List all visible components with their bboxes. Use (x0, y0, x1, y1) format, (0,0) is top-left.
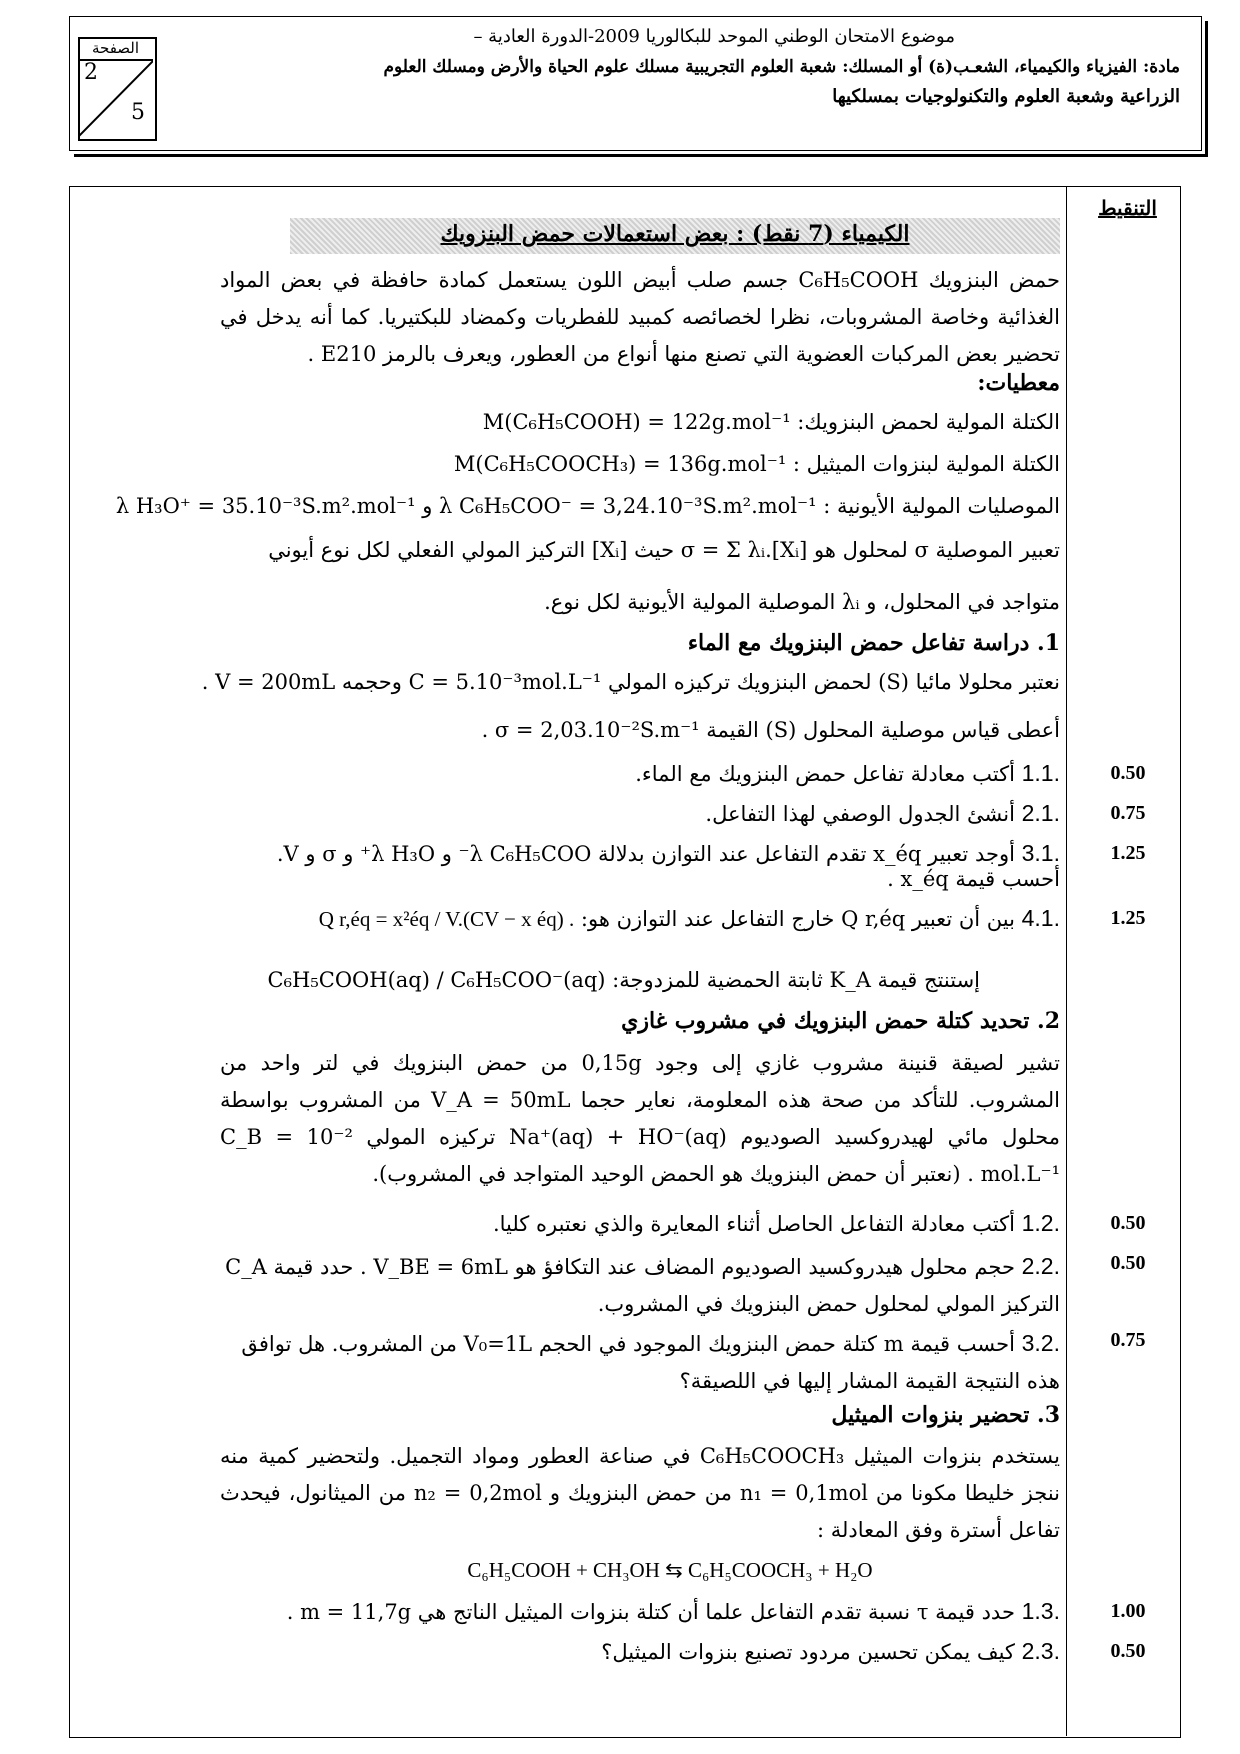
section-title: الكيمياء (7 نقط) : بعض استعمالات حمض البنزويك (440, 221, 910, 247)
question-2-3 (220, 1638, 1060, 1665)
question-text: أحسب قيمة m كتلة حمض البنزويك الموجود في الحجم V₀=1L من المشروب. هل توافق هذه النتيجة القيمة المشار إليها في اللصيقة؟ (241, 1332, 1060, 1393)
part3-text: يستخدم بنزوات الميثيل C₆H₅COOCH₃ في صناعة العطور ومواد التجميل. ولتحضير كمية منه ننجز خليطا مكونا من n₁ = 0,1mol من حمض البنزويك و n₂ = 0,2mol من الميثانول، فيحدث تفاعل أسترة وفق المعادلة : (220, 1444, 1061, 1542)
points: 1.25 (1110, 907, 1146, 929)
question-text: أوجد تعبير x_éq تقدم التفاعل عند التوازن بدلالة λ C₆H₅COO⁻ و λ H₃O⁺ و σ و V. أحسب قيمة x_éq . (276, 842, 1060, 891)
part2-text: تشير لصيقة قنينة مشروب غازي إلى وجود 0,15g من حمض البنزويك في لتر واحد من المشروب. للتأكد من صحة هذه المعلومة، نعاير حجما V_A = 50mL من المشروب بواسطة محلول مائي لهيدروكسيد الصوديوم Na⁺(aq) + HO⁻(aq) تركيزه المولي C_B = 10⁻² mol.L⁻¹ . (نعتبر أن حمض البنزويك هو الحمض الوحيد المتواجد في المشروب). (220, 1051, 1060, 1186)
data-molar-benzoic: الكتلة المولية لحمض البنزويك: M(C₆H₅COOH) = 122g.mol⁻¹ (482, 410, 1060, 434)
esterification-equation: C₆H₅COOH + CH₃OH ⇆ C₆H₅COOCH₃ + H₂O (467, 1558, 873, 1582)
question-text: أنشئ الجدول الوصفي لهذا التفاعل. (705, 802, 1015, 826)
question-number: 1.1. (1021, 760, 1060, 786)
question-1-3 (220, 1598, 1060, 1625)
question-text: أكتب معادلة تفاعل حمض البنزويك مع الماء. (635, 762, 1015, 786)
header-line-3: الزراعية وشعبة العلوم والتكنولوجيات بمسلكيها (832, 86, 1180, 107)
points: 0.50 (1110, 1252, 1146, 1274)
page-total: 5 (131, 100, 145, 125)
data-molar-methyl: الكتلة المولية لبنزوات الميثيل : M(C₆H₅COOCH₃) = 136g.mol⁻¹ (453, 452, 1060, 476)
question-3-1 (220, 840, 1060, 891)
header-text (180, 22, 1180, 112)
part1-text1: نعتبر محلولا مائيا (S) لحمض البنزويك تركيزه المولي C = 5.10⁻³mol.L⁻¹ وحجمه V = 200mL . (201, 670, 1060, 694)
points: 1.25 (1110, 842, 1146, 864)
points: 0.50 (1110, 762, 1146, 784)
question-number: 3.1. (1021, 840, 1060, 866)
part1-text2: أعطى قياس موصلية المحلول (S) القيمة σ = 2,03.10⁻²S.m⁻¹ . (481, 718, 1060, 742)
points: 1.00 (1110, 1600, 1146, 1622)
page-current: 2 (84, 60, 98, 85)
points-column-divider (1066, 186, 1067, 1736)
question-formula: Q r,éq = x²éq / V.(CV − x éq) . (318, 907, 575, 931)
intro-paragraph: حمض البنزويك C₆H₅COOH جسم صلب أبيض اللون يستعمل كمادة حافظة في بعض المواد الغذائية وخاصة المشروبات، نظرا لخصائصه كمبيد للفطريات وكمضاد للبكتيريا. كما أنه يدخل في تحضير بعض المركبات العضوية التي تصنع منها أنواع من العطور، ويعرف بالرمز E210 . (220, 268, 1060, 366)
question-text: أكتب معادلة التفاعل الحاصل أثناء المعايرة والذي نعتبره كليا. (492, 1212, 1015, 1236)
data-title: معطيات: (977, 370, 1060, 396)
question-text: حجم محلول هيدروكسيد الصوديوم المضاف عند التكافؤ هو V_BE = 6mL . حدد قيمة C_A التركيز المولي لمحلول حمض البنزويك في المشروب. (225, 1255, 1060, 1316)
question-text: حدد قيمة τ نسبة تقدم التفاعل علما أن كتلة بنزوات الميثيل الناتج هي m = 11,7g . (286, 1600, 1015, 1624)
part3-title: 3. تحضير بنزوات الميثيل (831, 1402, 1060, 1428)
question-number: 1.3. (1021, 1598, 1060, 1624)
question-text: كيف يمكن تحسين مردود تصنيع بنزوات الميثيل؟ (601, 1640, 1015, 1664)
points: 0.75 (1110, 802, 1146, 824)
points: 0.50 (1110, 1640, 1146, 1662)
header-line-1: موضوع الامتحان الوطني الموحد للبكالوريا 2009-الدورة العادية – (473, 26, 955, 47)
question-number: 2.1. (1021, 800, 1060, 826)
question-text: بين أن تعبير Q r,éq خارج التفاعل عند التوازن هو: (580, 907, 1015, 931)
page-label: الصفحة (78, 37, 153, 61)
grading-column-title: التنقيط (1098, 196, 1157, 220)
data-sigma-expression: تعبير الموصلية σ لمحلول هو σ = Σ λᵢ.[Xᵢ] حيث [Xᵢ] التركيز المولي الفعلي لكل نوع أيوني (268, 538, 1060, 562)
points: 0.75 (1110, 1329, 1146, 1351)
question-3-2 (220, 1325, 1060, 1400)
question-number: 4.1. (1021, 905, 1060, 931)
question-number: 2.2. (1021, 1253, 1060, 1279)
data-sigma-expression-2: متواجد في المحلول، و λᵢ الموصلية المولية الأيونية لكل نوع. (544, 590, 1060, 614)
question-1-1 (220, 760, 1060, 787)
question-number: 2.3. (1021, 1638, 1060, 1664)
question-2-1 (220, 800, 1060, 827)
question-2-2 (220, 1248, 1060, 1323)
part2-title: 2. تحديد كتلة حمض البنزويك في مشروب غازي (621, 1008, 1060, 1034)
question-4-1-deduce: إستنتج قيمة K_A ثابتة الحمضية للمزدوجة: C₆H₅COOH(aq) / C₆H₅COO⁻(aq) (267, 968, 980, 992)
question-number: 3.2. (1021, 1330, 1060, 1356)
data-conductivities: الموصليات المولية الأيونية : λ C₆H₅COO⁻ = 3,24.10⁻³S.m².mol⁻¹ و λ H₃O⁺ = 35.10⁻³S.m².mol⁻¹ (115, 494, 1060, 518)
question-1-2 (220, 1210, 1060, 1237)
question-number: 1.2. (1021, 1210, 1060, 1236)
points: 0.50 (1110, 1212, 1146, 1234)
question-4-1 (220, 905, 1060, 932)
part1-title: 1. دراسة تفاعل حمض البنزويك مع الماء (687, 630, 1060, 656)
header-line-2: مادة: الفيزياء والكيمياء، الشعـب(ة) أو المسلك: شعبة العلوم التجريبية مسلك علوم الحياة والأرض ومسلك العلوم (383, 57, 1180, 77)
